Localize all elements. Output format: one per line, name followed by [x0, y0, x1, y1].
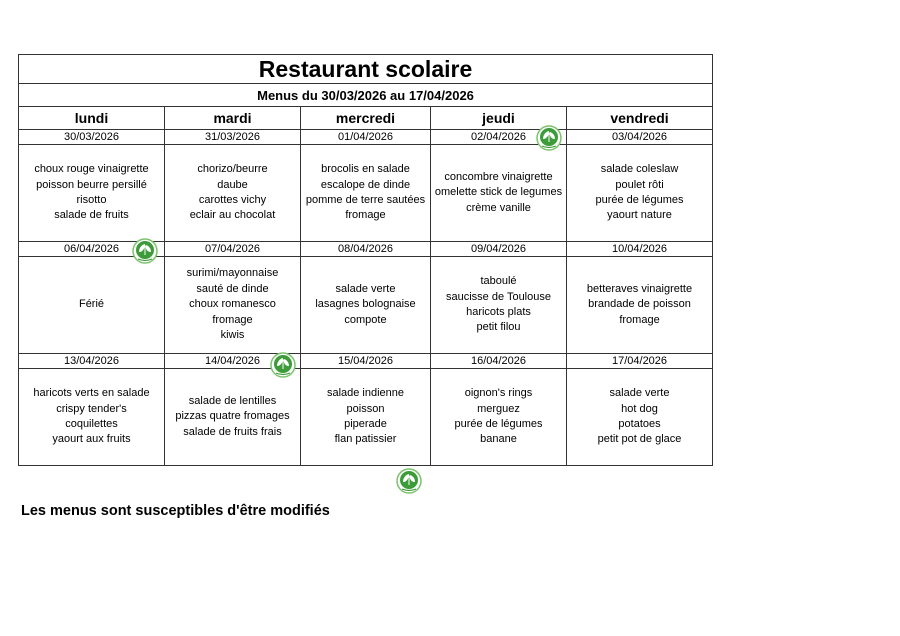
menu-item: kiwis [220, 329, 245, 342]
menu-item: yaourt aux fruits [52, 433, 131, 446]
menu-item: salade de fruits frais [183, 425, 282, 438]
vegetarian-leaf-icon [536, 125, 562, 151]
menu-item: poisson beurre persillé [36, 178, 147, 191]
menu-item: compote [344, 313, 387, 326]
menu-item: salade verte [609, 387, 670, 400]
menu-cell-vendredi [567, 257, 713, 354]
menu-item: poulet rôti [615, 178, 664, 191]
menu-item: piperade [344, 418, 387, 430]
menu-cell-vendredi [567, 145, 713, 242]
menu-item: fromage [345, 209, 386, 222]
menu-item: sauté de dinde [196, 282, 269, 295]
menu-item: pomme de terre sautées [305, 194, 426, 206]
date-cell-vendredi: 17/04/2026 [567, 354, 713, 369]
menu-item: carottes vichy [198, 194, 267, 206]
menu-item: purée de légumes [595, 194, 684, 206]
menu-item: banane [480, 433, 517, 446]
menu-row [19, 257, 713, 354]
menu-item: merguez [477, 402, 520, 415]
menu-cell-jeudi [431, 257, 567, 354]
menu-item: eclair au chocolat [189, 209, 276, 222]
menu-item: hot dog [621, 402, 658, 415]
menu-item: pizzas quatre fromages [175, 410, 290, 423]
menu-sheet [18, 54, 712, 466]
day-header-mercredi: mercredi [301, 107, 431, 130]
menu-item: salade verte [335, 282, 396, 295]
menu-item: petit filou [476, 321, 521, 334]
menu-item: risotto [76, 194, 107, 206]
menu-item: salade coleslaw [600, 163, 679, 176]
menu-item: salade indienne [326, 387, 405, 400]
menu-item: fromage [212, 313, 253, 326]
menu-cell-mardi [165, 257, 301, 354]
date-cell-mardi: 31/03/2026 [165, 130, 301, 145]
menu-row [19, 145, 713, 242]
day-header-lundi: lundi [19, 107, 165, 130]
menu-item: choux romanesco [189, 298, 276, 311]
date-cell-jeudi: 09/04/2026 [431, 242, 567, 257]
date-row [19, 130, 713, 145]
menu-cell-lundi [19, 257, 165, 354]
menu-item: salade de lentilles [188, 394, 277, 407]
menu-item: salade de fruits [54, 209, 129, 222]
menu-item: escalope de dinde [320, 178, 411, 191]
menu-item: taboulé [480, 275, 517, 288]
menu-cell-mercredi [301, 257, 431, 354]
date-cell-jeudi: 16/04/2026 [431, 354, 567, 369]
date-cell-vendredi: 03/04/2026 [567, 130, 713, 145]
menu-period: Menus du 30/03/2026 au 17/04/2026 [19, 84, 713, 107]
menu-item: concombre vinaigrette [444, 170, 553, 183]
day-header-jeudi: jeudi [431, 107, 567, 130]
menu-item: purée de légumes [454, 418, 543, 430]
menu-cell-mardi [165, 369, 301, 466]
footer-note: Les menus sont susceptibles d'être modifiés [21, 503, 330, 519]
date-cell-jeudi: 02/04/2026 [431, 130, 567, 145]
date-cell-mercredi: 01/04/2026 [301, 130, 431, 145]
menu-row [19, 369, 713, 466]
menu-item: lasagnes bolognaise [315, 298, 416, 311]
date-row [19, 354, 713, 369]
menu-cell-mardi [165, 145, 301, 242]
menu-item: betteraves vinaigrette [586, 282, 693, 295]
menu-item: chorizo/beurre [197, 163, 268, 176]
menu-cell-jeudi [431, 145, 567, 242]
menu-item: yaourt nature [607, 209, 672, 222]
menu-item: saucisse de Toulouse [446, 290, 551, 303]
menu-item: coquilettes [65, 418, 118, 430]
menu-item: crème vanille [466, 201, 531, 214]
menu-item: haricots plats [466, 306, 531, 318]
menu-cell-lundi [19, 369, 165, 466]
menu-table [18, 54, 713, 466]
menu-item: crispy tender's [56, 402, 127, 415]
menu-item: daube [217, 178, 248, 191]
menu-cell-lundi [19, 145, 165, 242]
vegetarian-leaf-icon [132, 238, 158, 264]
date-cell-mardi: 07/04/2026 [165, 242, 301, 257]
menu-item: brocolis en salade [321, 163, 410, 176]
date-cell-mercredi: 15/04/2026 [301, 354, 431, 369]
vegetarian-leaf-icon [396, 468, 422, 494]
menu-cell-vendredi [567, 369, 713, 466]
menu-cell-mercredi [301, 369, 431, 466]
date-cell-lundi: 30/03/2026 [19, 130, 165, 145]
menu-item: flan patissier [334, 433, 397, 446]
page-title: Restaurant scolaire [19, 55, 713, 84]
day-header-vendredi: vendredi [567, 107, 713, 130]
menu-item: Férié [78, 298, 105, 311]
menu-item: surimi/mayonnaise [186, 267, 279, 280]
menu-item: fromage [619, 313, 660, 326]
date-row [19, 242, 713, 257]
date-cell-mardi: 14/04/2026 [165, 354, 301, 369]
date-cell-vendredi: 10/04/2026 [567, 242, 713, 257]
date-cell-mercredi: 08/04/2026 [301, 242, 431, 257]
menu-item: poisson [346, 402, 385, 415]
date-cell-lundi: 13/04/2026 [19, 354, 165, 369]
menu-item: oignon's rings [464, 387, 533, 400]
day-header-mardi: mardi [165, 107, 301, 130]
menu-item: petit pot de glace [597, 433, 682, 446]
vegetarian-leaf-icon [270, 352, 296, 378]
menu-item: choux rouge vinaigrette [34, 163, 149, 176]
menu-item: haricots verts en salade [33, 387, 150, 400]
date-cell-lundi: 06/04/2026 [19, 242, 165, 257]
menu-item: brandade de poisson [588, 298, 691, 311]
menu-item: omelette stick de legumes [434, 186, 563, 199]
menu-cell-jeudi [431, 369, 567, 466]
menu-cell-mercredi [301, 145, 431, 242]
menu-item: potatoes [618, 418, 661, 430]
